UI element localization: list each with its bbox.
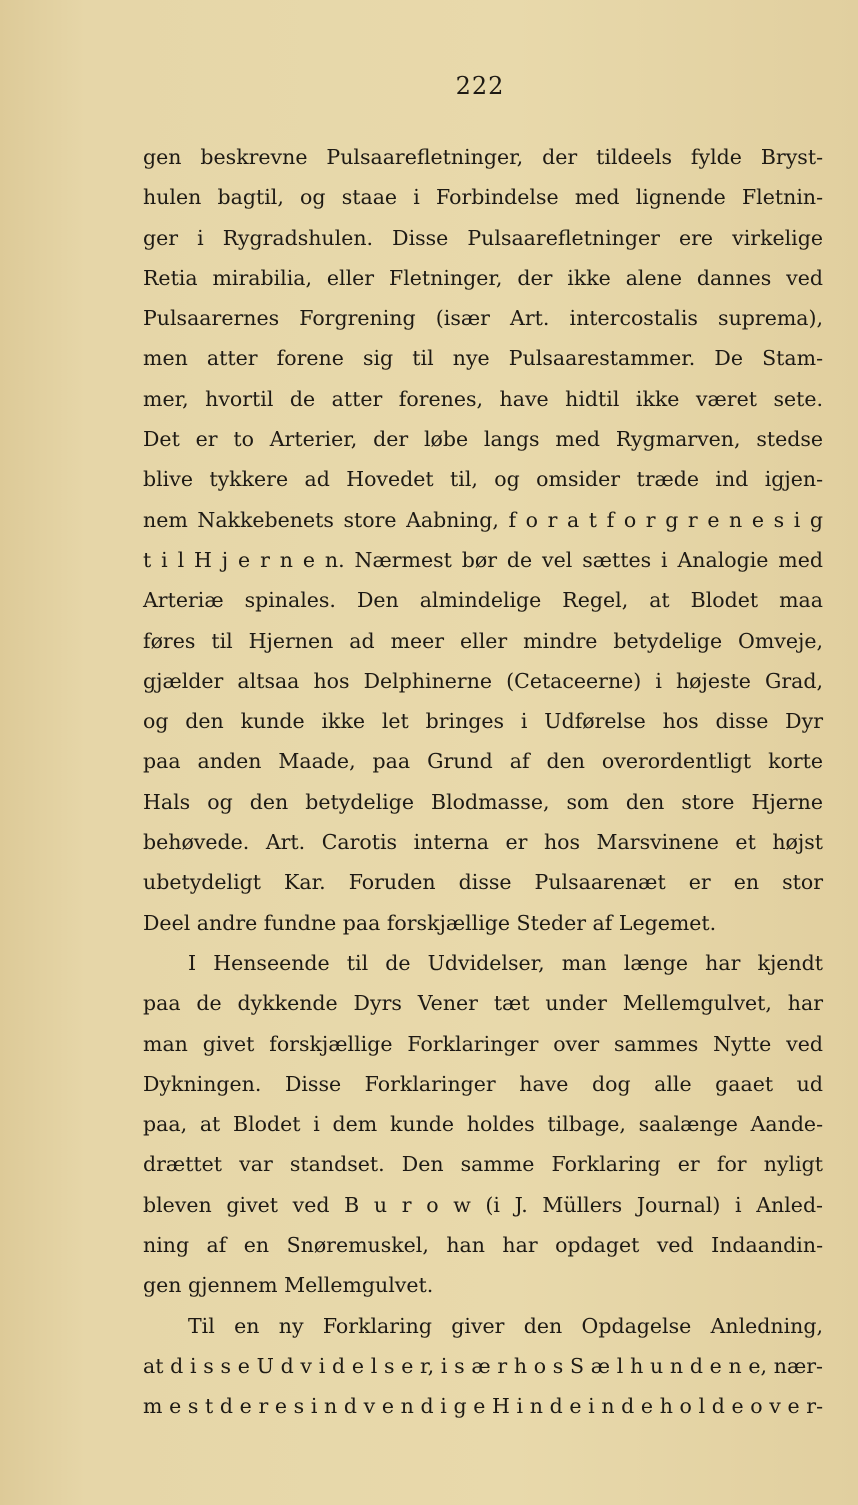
text-line: at d i s s e U d v i d e l s e r, i s æ r h o s S æ l h u n d e n e, nær- [143, 1353, 823, 1378]
text-line: bleven givet ved B u r o w (i J. Müllers Journal) i Anled- [143, 1192, 823, 1217]
text-line: behøvede. Art. Carotis interna er hos Marsvinene et højst [143, 830, 823, 855]
text-line: Det er to Arterier, der løbe langs med Rygmarven, stedse [143, 427, 823, 452]
text-line: I Henseende til de Udvidelser, man længe har kjendt [188, 950, 823, 975]
text-line: mer, hvortil de atter forenes, have hidtil ikke været sete. [143, 386, 823, 411]
text-line: Pulsaarernes Forgrening (især Art. intercostalis suprema), [143, 306, 823, 331]
page-body-text [143, 137, 823, 1427]
page-number: 222 [455, 72, 505, 100]
text-line: paa, at Blodet i dem kunde holdes tilbage, saalænge Aande- [143, 1112, 823, 1137]
text-line: gen beskrevne Pulsaarefletninger, der tildeels fylde Bryst- [143, 145, 823, 169]
text-line: Dykningen. Disse Forklaringer have dog alle gaaet ud [143, 1071, 823, 1096]
text-line: Arteriæ spinales. Den almindelige Regel, at Blodet maa [143, 588, 823, 613]
text-line: ubetydeligt Kar. Foruden disse Pulsaarenæt er en stor [143, 870, 823, 895]
text-line: Hals og den betydelige Blodmasse, som den store Hjerne [143, 789, 823, 814]
text-line: nem Nakkebenets store Aabning, f o r a t f o r g r e n e s i g [143, 507, 823, 532]
text-line: paa anden Maade, paa Grund af den overordentligt korte [143, 749, 823, 774]
text-line: ning af en Snøremuskel, han har opdaget ved Indaandin- [143, 1233, 823, 1258]
text-line: man givet forskjællige Forklaringer over sammes Nytte ved [143, 1031, 823, 1056]
text-line: paa de dykkende Dyrs Vener tæt under Mellemgulvet, har [143, 991, 823, 1016]
text-line: men atter forene sig til nye Pulsaarestammer. De Stam- [143, 346, 823, 371]
text-line: Til en ny Forklaring giver den Opdagelse Anledning, [188, 1313, 823, 1338]
text-line: gen gjennem Mellemgulvet. [143, 1273, 434, 1298]
text-line: t i l H j e r n e n. Nærmest bør de vel sættes i Analogie med [143, 547, 823, 572]
text-line: m e s t d e r e s i n d v e n d i g e H i n d e i n d e h o l d e o v e r- [143, 1394, 823, 1419]
text-line: Deel andre fundne paa forskjællige Steder af Legemet. [143, 910, 717, 935]
text-line: blive tykkere ad Hovedet til, og omsider træde ind igjen- [143, 467, 823, 492]
text-line: hulen bagtil, og staae i Forbindelse med lignende Fletnin- [143, 185, 823, 210]
text-line: drættet var standset. Den samme Forklaring er for nyligt [143, 1152, 823, 1177]
text-line: gjælder altsaa hos Delphinerne (Cetaceerne) i højeste Grad, [143, 668, 823, 693]
text-line: Retia mirabilia, eller Fletninger, der ikke alene dannes ved [143, 265, 823, 290]
text-line: ger i Rygradshulen. Disse Pulsaarefletninger ere virkelige [143, 225, 823, 250]
text-line: føres til Hjernen ad meer eller mindre betydelige Omveje, [143, 628, 823, 653]
text-line: og den kunde ikke let bringes i Udførelse hos disse Dyr [143, 709, 823, 734]
